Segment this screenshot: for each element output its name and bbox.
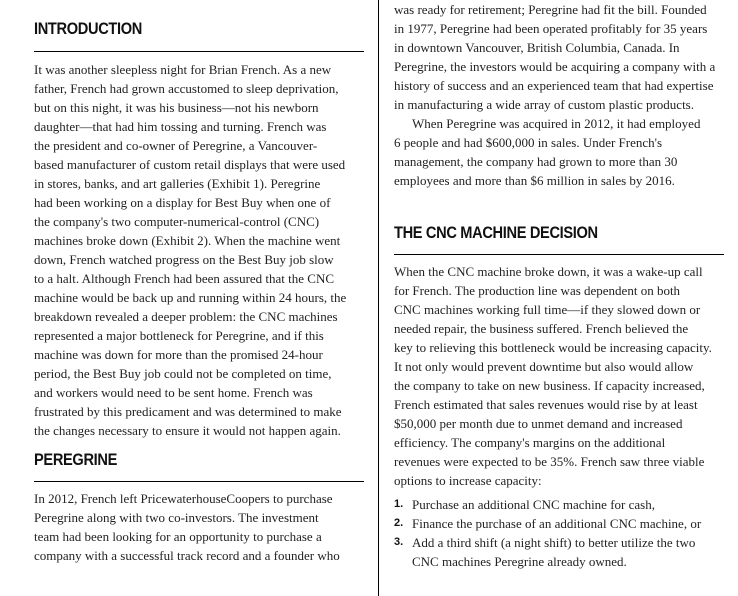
text-line: the changes necessary to ensure it would not happen again. xyxy=(34,423,341,438)
text-line: machine would be back up and running within 24 hours, the xyxy=(34,290,347,305)
column-divider xyxy=(378,0,379,596)
text-line: 6 people and had $600,000 in sales. Under French's xyxy=(394,135,663,150)
text-line: machines broke down (Exhibit 2). When the machine went xyxy=(34,233,341,248)
text-line: When Peregrine was acquired in 2012, it had employed xyxy=(412,116,701,131)
peregrine-paragraph xyxy=(34,489,364,565)
text-line: for French. The production line was dependent on both xyxy=(394,283,681,298)
list-number: 1. xyxy=(394,498,404,510)
text-line: history of success and an experienced team that had expertise xyxy=(394,78,714,93)
heading-rule xyxy=(34,481,364,482)
text-line: but on this night, it was his business—not his newborn xyxy=(34,100,319,115)
text-line: management, the company had grown to more than 30 xyxy=(394,154,678,169)
text-line: team had been looking for an opportunity to purchase a xyxy=(34,529,322,544)
continuation-paragraph xyxy=(394,0,724,190)
text-line: in 1977, Peregrine had been operated profitably for 35 years xyxy=(394,21,708,36)
text-line: breakdown revealed a deeper problem: the CNC machines xyxy=(34,309,338,324)
cnc-decision-paragraph xyxy=(394,262,724,490)
text-line: efficiency. The company's margins on the additional xyxy=(394,435,666,450)
list-item xyxy=(394,533,724,571)
text-line: the company to take on new business. If capacity increased, xyxy=(394,378,705,393)
text-line: father, French had grown accustomed to sleep deprivation, xyxy=(34,81,339,96)
text-line: Purchase an additional CNC machine for cash, xyxy=(412,497,655,512)
text-line: frustrated by this predicament and was determined to make xyxy=(34,404,342,419)
text-line: had been working on a display for Best Buy when one of xyxy=(34,195,331,210)
introduction-paragraph xyxy=(34,60,364,440)
text-line: needed repair, the business suffered. French believed the xyxy=(394,321,689,336)
text-line: daughter—that had him tossing and turning. French was xyxy=(34,119,327,134)
list-number: 3. xyxy=(394,536,404,548)
heading-cnc-decision: THE CNC MACHINE DECISION xyxy=(394,223,598,242)
text-line: Finance the purchase of an additional CNC machine, or xyxy=(412,516,702,531)
text-line: in stores, banks, and art galleries (Exhibit 1). Peregrine xyxy=(34,176,321,191)
text-line: CNC machines working full time—if they slowed down or xyxy=(394,302,701,317)
text-line: the president and co-owner of Peregrine, a Vancouver- xyxy=(34,138,318,153)
list-item xyxy=(394,495,724,514)
text-line: Peregrine, the investors would be acquiring a company with a xyxy=(394,59,716,74)
text-line: French estimated that sales revenues would rise by at least xyxy=(394,397,698,412)
text-line: CNC machines Peregrine already owned. xyxy=(412,554,627,569)
text-line: key to relieving this bottleneck would be increasing capacity. xyxy=(394,340,712,355)
text-line: Add a third shift (a night shift) to better utilize the two xyxy=(412,535,696,550)
text-line: machine was down for more than the promised 24-hour xyxy=(34,347,323,362)
text-line: based manufacturer of custom retail displays that were used xyxy=(34,157,346,172)
list-item xyxy=(394,514,724,533)
text-line: options to increase capacity: xyxy=(394,473,542,488)
heading-rule xyxy=(394,254,724,255)
text-line: In 2012, French left PricewaterhouseCoopers to purchase xyxy=(34,491,333,506)
text-line: and workers would need to be sent home. French was xyxy=(34,385,313,400)
text-line: Peregrine along with two co-investors. The investment xyxy=(34,510,319,525)
text-line: When the CNC machine broke down, it was a wake-up call xyxy=(394,264,703,279)
list-number: 2. xyxy=(394,517,404,529)
text-line: in downtown Vancouver, British Columbia, Canada. In xyxy=(394,40,680,55)
text-line: company with a successful track record and a founder who xyxy=(34,548,340,563)
heading-peregrine: PEREGRINE xyxy=(34,450,118,469)
text-line: It not only would prevent downtime but also would allow xyxy=(394,359,694,374)
options-list xyxy=(394,495,724,571)
text-line: represented a major bottleneck for Peregrine, and if this xyxy=(34,328,324,343)
text-line: $50,000 per month due to unmet demand and increased xyxy=(394,416,683,431)
text-line: the company's two computer-numerical-control (CNC) xyxy=(34,214,320,229)
heading-introduction: INTRODUCTION xyxy=(34,19,142,38)
text-line: It was another sleepless night for Brian French. As a new xyxy=(34,62,332,77)
text-line: period, the Best Buy job could not be completed on time, xyxy=(34,366,332,381)
text-line: in manufacturing a wide array of custom plastic products. xyxy=(394,97,694,112)
heading-rule xyxy=(34,51,364,52)
text-line: employees and more than $6 million in sales by 2016. xyxy=(394,173,675,188)
text-line: revenues were expected to be 35%. French saw three viable xyxy=(394,454,705,469)
text-line: down, French watched progress on the Best Buy job slow xyxy=(34,252,334,267)
text-line: to a halt. Although French had been assured that the CNC xyxy=(34,271,335,286)
text-line: was ready for retirement; Peregrine had fit the bill. Founded xyxy=(394,2,707,17)
